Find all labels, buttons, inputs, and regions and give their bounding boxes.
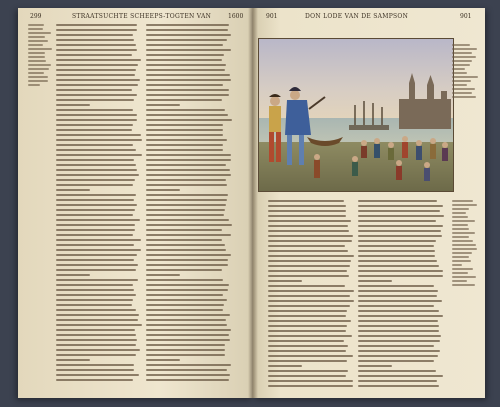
text-line (146, 69, 225, 71)
text-line (146, 214, 224, 216)
text-line (146, 144, 223, 146)
text-line (56, 374, 139, 376)
text-line (56, 104, 90, 106)
text-line (358, 345, 434, 347)
text-line (146, 324, 227, 326)
text-line (358, 300, 442, 302)
text-line (146, 159, 231, 161)
text-line (56, 174, 139, 176)
text-line (146, 114, 228, 116)
text-line (146, 109, 225, 111)
text-line (56, 314, 139, 316)
text-line (146, 294, 223, 296)
left-page-number: 299 (30, 13, 42, 20)
text-line (146, 94, 229, 96)
engraving-figures (259, 39, 453, 191)
text-line (56, 269, 136, 271)
text-line (146, 134, 223, 136)
text-line (268, 210, 346, 212)
text-line (56, 209, 135, 211)
text-line (28, 32, 51, 34)
text-line (146, 304, 224, 306)
text-line (358, 305, 434, 307)
text-line (146, 224, 232, 226)
text-line (56, 29, 137, 31)
text-line (452, 56, 476, 58)
text-line (358, 235, 442, 237)
text-line (146, 219, 229, 221)
text-line (358, 310, 439, 312)
text-line (28, 36, 45, 38)
text-line (358, 205, 443, 207)
text-line (146, 79, 231, 81)
text-line (452, 284, 475, 286)
text-line (56, 364, 134, 366)
text-line (452, 76, 478, 78)
left-page-number-right: 1600 (228, 13, 244, 20)
text-line (358, 325, 439, 327)
text-line (268, 255, 354, 257)
text-line (56, 219, 140, 221)
text-line (358, 275, 443, 277)
text-line (56, 119, 137, 121)
text-line (146, 279, 223, 281)
text-line (452, 84, 467, 86)
text-line (268, 365, 302, 367)
text-line (56, 89, 132, 91)
text-line (56, 189, 90, 191)
text-line (56, 164, 136, 166)
text-line (56, 154, 142, 156)
text-line (268, 235, 353, 237)
text-line (56, 49, 137, 51)
text-line (268, 245, 345, 247)
text-line (56, 284, 133, 286)
text-line (146, 249, 226, 251)
text-line (56, 179, 135, 181)
text-line (56, 274, 90, 276)
text-line (146, 239, 222, 241)
text-line (56, 339, 137, 341)
text-line (28, 28, 43, 30)
text-line (146, 254, 231, 256)
text-line (146, 314, 230, 316)
text-line (268, 385, 353, 387)
text-line (358, 225, 443, 227)
text-line (56, 369, 134, 371)
text-line (56, 224, 135, 226)
text-line (452, 52, 472, 54)
text-line (146, 39, 227, 41)
text-line (358, 265, 439, 267)
text-line (268, 360, 347, 362)
text-line (452, 80, 471, 82)
text-line (358, 245, 434, 247)
text-line (56, 74, 135, 76)
right-margin-notes (452, 44, 478, 100)
text-line (358, 220, 436, 222)
text-line (358, 215, 444, 217)
text-line (452, 48, 477, 50)
text-line (358, 360, 434, 362)
text-line (28, 80, 48, 82)
right-page-number: 901 (266, 13, 278, 20)
text-line (358, 260, 437, 262)
text-line (56, 94, 137, 96)
right-margin-notes-lower (452, 200, 478, 288)
text-line (56, 79, 140, 81)
text-line (146, 189, 180, 191)
text-line (452, 212, 466, 214)
text-line (452, 280, 467, 282)
text-line (146, 169, 230, 171)
text-line (146, 119, 232, 121)
text-line (146, 124, 223, 126)
text-line (452, 208, 469, 210)
text-line (146, 44, 223, 46)
text-line (268, 340, 344, 342)
text-line (452, 44, 470, 46)
text-line (358, 290, 438, 292)
text-line (452, 96, 476, 98)
text-line (268, 370, 348, 372)
text-line (146, 269, 222, 271)
text-line (268, 240, 352, 242)
text-line (146, 34, 231, 36)
text-line (146, 354, 225, 356)
text-line (56, 139, 142, 141)
text-line (146, 59, 222, 61)
text-line (56, 229, 135, 231)
text-line (56, 194, 136, 196)
text-line (56, 124, 133, 126)
text-line (56, 299, 133, 301)
text-line (56, 234, 133, 236)
text-line (268, 275, 349, 277)
text-line (358, 375, 443, 377)
text-line (146, 184, 227, 186)
text-line (56, 159, 134, 161)
text-line (268, 375, 346, 377)
text-line (56, 134, 141, 136)
text-line (56, 59, 141, 61)
text-line (56, 204, 137, 206)
text-line (28, 76, 48, 78)
text-line (28, 44, 43, 46)
text-line (452, 216, 468, 218)
text-line (56, 354, 136, 356)
text-line (146, 174, 231, 176)
left-margin-notes (28, 24, 52, 88)
text-line (56, 239, 141, 241)
text-line (146, 274, 180, 276)
text-line (146, 209, 225, 211)
text-line (452, 240, 473, 242)
text-line (56, 99, 134, 101)
text-line (56, 304, 132, 306)
text-line (268, 350, 346, 352)
text-line (56, 319, 138, 321)
text-line (358, 250, 435, 252)
text-line (56, 24, 137, 26)
text-line (452, 264, 462, 266)
text-line (146, 339, 230, 341)
text-line (56, 349, 140, 351)
text-line (56, 344, 136, 346)
text-line (452, 256, 469, 258)
text-line (28, 72, 44, 74)
text-line (56, 184, 133, 186)
text-line (146, 234, 231, 236)
text-line (358, 210, 440, 212)
text-line (146, 99, 222, 101)
text-line (358, 315, 443, 317)
text-line (56, 39, 134, 41)
right-column-1 (268, 200, 354, 390)
text-line (56, 149, 136, 151)
text-line (268, 270, 347, 272)
text-line (56, 44, 136, 46)
text-line (28, 56, 45, 58)
text-line (452, 92, 472, 94)
text-line (452, 64, 470, 66)
text-line (56, 249, 141, 251)
text-line (146, 149, 223, 151)
text-line (56, 289, 134, 291)
text-line (146, 139, 227, 141)
text-line (56, 129, 132, 131)
text-line (268, 205, 346, 207)
text-line (358, 330, 439, 332)
text-line (358, 350, 440, 352)
text-line (56, 259, 134, 261)
text-line (268, 280, 302, 282)
text-line (146, 379, 229, 381)
text-line (56, 34, 133, 36)
text-line (452, 268, 473, 270)
text-line (358, 380, 437, 382)
text-line (452, 60, 472, 62)
text-line (358, 285, 434, 287)
text-line (268, 335, 352, 337)
text-line (452, 272, 468, 274)
text-line (358, 340, 440, 342)
text-line (452, 204, 477, 206)
text-line (28, 52, 45, 54)
text-line (358, 230, 441, 232)
text-line (268, 310, 347, 312)
text-line (358, 365, 392, 367)
text-line (358, 280, 392, 282)
text-line (452, 232, 475, 234)
text-line (146, 309, 223, 311)
text-line (56, 334, 136, 336)
text-line (56, 309, 136, 311)
text-line (268, 320, 351, 322)
text-line (56, 294, 136, 296)
text-line (56, 329, 135, 331)
text-line (146, 359, 180, 361)
text-line (146, 129, 223, 131)
text-line (28, 60, 46, 62)
text-line (146, 244, 225, 246)
text-line (146, 329, 231, 331)
text-line (358, 355, 438, 357)
right-running-head: DON LODE VAN DE SAMPSON (305, 13, 409, 20)
text-line (56, 254, 137, 256)
text-line (146, 299, 227, 301)
text-line (28, 48, 52, 50)
text-line (452, 224, 468, 226)
text-line (56, 54, 132, 56)
left-column-2 (146, 24, 232, 384)
text-line (268, 200, 344, 202)
text-line (268, 300, 354, 302)
text-line (28, 84, 40, 86)
text-line (56, 359, 90, 361)
text-line (146, 64, 226, 66)
text-line (146, 84, 223, 86)
text-line (358, 255, 435, 257)
text-line (452, 200, 473, 202)
text-line (146, 259, 228, 261)
text-line (268, 305, 350, 307)
text-line (146, 164, 226, 166)
text-line (146, 369, 227, 371)
text-line (268, 295, 350, 297)
text-line (358, 200, 437, 202)
text-line (146, 319, 226, 321)
text-line (56, 169, 137, 171)
text-line (268, 330, 346, 332)
text-line (56, 214, 133, 216)
text-line (452, 276, 476, 278)
text-line (56, 84, 138, 86)
book-gutter (248, 8, 258, 398)
text-line (358, 240, 436, 242)
engraving-illustration (258, 38, 454, 192)
text-line (268, 220, 351, 222)
text-line (146, 264, 228, 266)
text-line (146, 194, 228, 196)
text-line (146, 54, 224, 56)
text-line (146, 349, 225, 351)
text-line (452, 228, 469, 230)
text-line (146, 334, 229, 336)
text-line (452, 88, 475, 90)
text-line (146, 364, 231, 366)
text-line (146, 74, 230, 76)
text-line (56, 64, 138, 66)
right-page-number-right: 901 (460, 13, 472, 20)
text-line (452, 236, 469, 238)
text-line (146, 199, 227, 201)
text-line (146, 284, 229, 286)
text-line (56, 244, 134, 246)
text-line (452, 244, 476, 246)
text-line (268, 345, 348, 347)
text-line (452, 252, 472, 254)
text-line (452, 220, 475, 222)
text-line (56, 114, 137, 116)
right-column-2 (358, 200, 444, 390)
text-line (268, 380, 353, 382)
text-line (358, 370, 436, 372)
text-line (28, 24, 44, 26)
text-line (452, 68, 465, 70)
text-line (358, 320, 438, 322)
text-line (358, 270, 443, 272)
text-line (56, 279, 138, 281)
text-line (268, 265, 350, 267)
text-line (146, 24, 229, 26)
text-line (268, 230, 349, 232)
text-line (146, 154, 231, 156)
text-line (146, 104, 180, 106)
text-line (268, 285, 345, 287)
text-line (452, 72, 467, 74)
text-line (56, 324, 142, 326)
text-line (452, 248, 477, 250)
text-line (28, 40, 48, 42)
text-line (146, 179, 226, 181)
text-line (28, 64, 51, 66)
text-line (56, 69, 136, 71)
text-line (358, 335, 441, 337)
text-line (358, 295, 437, 297)
text-line (358, 385, 439, 387)
left-running-head: STRAATSUCHTE SCHEEPS-TOGTEN VAN (72, 13, 212, 20)
left-column-1 (56, 24, 142, 384)
text-line (268, 215, 346, 217)
text-line (56, 264, 138, 266)
text-line (268, 250, 348, 252)
text-line (146, 49, 231, 51)
text-line (268, 260, 351, 262)
text-line (268, 355, 353, 357)
text-line (146, 344, 225, 346)
text-line (146, 289, 228, 291)
text-line (268, 225, 348, 227)
text-line (56, 144, 133, 146)
text-line (56, 199, 134, 201)
text-line (146, 29, 228, 31)
text-line (146, 229, 222, 231)
text-line (146, 204, 226, 206)
text-line (146, 374, 230, 376)
text-line (268, 315, 346, 317)
text-line (56, 379, 133, 381)
text-line (268, 290, 354, 292)
text-line (56, 109, 133, 111)
text-line (268, 325, 347, 327)
text-line (146, 89, 229, 91)
text-line (452, 260, 471, 262)
text-line (28, 68, 49, 70)
